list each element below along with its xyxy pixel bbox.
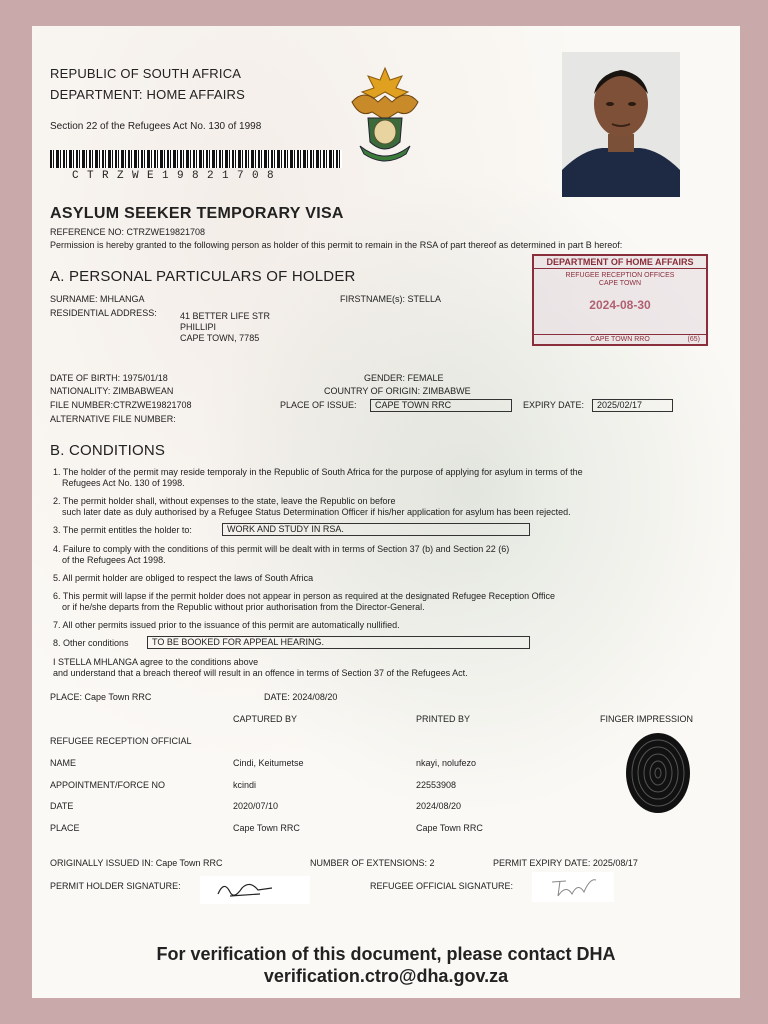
condition-6a: 6. This permit will lapse if the permit holder does not appear in person as required at the designated Refugee Reception Office: [53, 591, 555, 601]
date-of-birth: DATE OF BIRTH: 1975/01/18: [50, 373, 168, 383]
appointment-printed: 22553908: [416, 780, 457, 790]
holder-signature: [200, 876, 310, 904]
expiry-date-label: EXPIRY DATE:: [523, 400, 585, 410]
stamp-foot-label: CAPE TOWN RRO: [590, 336, 650, 343]
condition-8-value: TO BE BOOKED FOR APPEAL HEARING.: [147, 636, 530, 649]
nationality: NATIONALITY: ZIMBABWEAN: [50, 386, 174, 396]
place-printed: Cape Town RRC: [416, 823, 483, 833]
address-line3: CAPE TOWN, 7785: [180, 333, 260, 343]
permit-expiry-date: PERMIT EXPIRY DATE: 2025/08/17: [493, 858, 638, 868]
holder-signature-label: PERMIT HOLDER SIGNATURE:: [50, 881, 181, 891]
particulars-heading: A. PERSONAL PARTICULARS OF HOLDER: [50, 268, 356, 285]
name-label: NAME: [50, 758, 77, 768]
agreement-line1: I STELLA MHLANGA agree to the conditions above: [53, 657, 259, 667]
official-signature-icon: [532, 872, 614, 902]
place-captured: Cape Town RRC: [233, 823, 300, 833]
condition-1a: 1. The holder of the permit may reside temporaly in the Republic of South Africa for the purpose of applying for asylum in terms of the: [53, 467, 583, 477]
reference-number: REFERENCE NO: CTRZWE19821708: [50, 227, 206, 237]
printed-by-header: PRINTED BY: [416, 714, 471, 724]
file-number: FILE NUMBER:CTRZWE19821708: [50, 400, 192, 410]
condition-1b: Refugees Act No. 130 of 1998.: [62, 478, 185, 488]
barcode-icon: [50, 150, 342, 168]
rro-label: REFUGEE RECEPTION OFFICIAL: [50, 736, 192, 746]
verification-line1: For verification of this document, please contact DHA: [156, 944, 616, 964]
stamp-date: 2024-08-30: [589, 298, 651, 312]
issue-place: PLACE: Cape Town RRC: [50, 692, 152, 702]
appointment-label: APPOINTMENT/FORCE NO: [50, 780, 166, 790]
fingerprint-icon: [622, 729, 694, 817]
barcode-number: CTRZWE19821708: [72, 170, 283, 182]
address-line1: 41 BETTER LIFE STR: [180, 311, 271, 321]
document-title: ASYLUM SEEKER TEMPORARY VISA: [50, 205, 344, 222]
alternative-file-number: ALTERNATIVE FILE NUMBER:: [50, 414, 176, 424]
appointment-captured: kcindi: [233, 780, 257, 790]
originally-issued: ORIGINALLY ISSUED IN: Cape Town RRC: [50, 858, 223, 868]
condition-8: 8. Other conditions: [53, 638, 129, 648]
stamp-office-line2: CAPE TOWN: [598, 280, 642, 287]
condition-4b: of the Refugees Act 1998.: [62, 555, 166, 565]
agreement-line2: and understand that a breach thereof will result in an offence in terms of Section 37 of the Refugees Act.: [53, 668, 468, 678]
coat-of-arms-icon: [344, 62, 426, 166]
permission-text: Permission is hereby granted to the following person as holder of this permit to remain in the RSA of part thereof as determined in part B hereof:: [50, 240, 623, 250]
stamp-foot-num: (65): [687, 336, 700, 343]
condition-7: 7. All other permits issued prior to the issuance of this permit are automatically nullified.: [53, 620, 400, 630]
condition-5: 5. All permit holder are obliged to respect the laws of South Africa: [53, 573, 314, 583]
captured-by-header: CAPTURED BY: [233, 714, 298, 724]
holder-photo: [562, 52, 680, 197]
portrait-image-icon: [562, 52, 680, 197]
condition-4a: 4. Failure to comply with the conditions of this permit will be dealt with in terms of Section 37 (b) and Section 22 (6): [53, 544, 510, 554]
stamp-foot: [534, 334, 706, 344]
department-header: DEPARTMENT: HOME AFFAIRS: [50, 87, 246, 102]
visa-document: [32, 26, 740, 998]
place-of-issue-label: PLACE OF ISSUE:: [280, 400, 357, 410]
date-label: DATE: [50, 801, 74, 811]
issue-date: DATE: 2024/08/20: [264, 692, 338, 702]
name-captured: Cindi, Keitumetse: [233, 758, 304, 768]
condition-6b: or if he/she departs from the Republic without prior authorisation from the Director-General.: [62, 602, 425, 612]
official-signature: [532, 872, 614, 902]
condition-2b: such later date as duly authorised by a Refugee Status Determination Officer if his/her application for asylum has been rejected.: [62, 507, 571, 517]
address-label: RESIDENTIAL ADDRESS:: [50, 308, 157, 318]
date-captured: 2020/07/10: [233, 801, 279, 811]
gender: GENDER: FEMALE: [364, 373, 444, 383]
holder-signature-icon: [200, 876, 310, 904]
official-signature-label: REFUGEE OFFICIAL SIGNATURE:: [370, 881, 514, 891]
official-stamp: [532, 254, 708, 346]
condition-3: 3. The permit entitles the holder to:: [53, 525, 192, 535]
conditions-heading: B. CONDITIONS: [50, 442, 166, 459]
date-printed: 2024/08/20: [416, 801, 462, 811]
stamp-head: DEPARTMENT OF HOME AFFAIRS: [534, 256, 706, 269]
verification-footer: [32, 943, 740, 987]
finger-impression-header: FINGER IMPRESSION: [600, 714, 694, 724]
expiry-date-value: 2025/02/17: [592, 399, 673, 412]
country-header: REPUBLIC OF SOUTH AFRICA: [50, 66, 242, 81]
condition-3-value: WORK AND STUDY IN RSA.: [222, 523, 530, 536]
address-line2: PHILLIPI: [180, 322, 217, 332]
number-of-extensions: NUMBER OF EXTENSIONS: 2: [310, 858, 435, 868]
firstname: FIRSTNAME(s): STELLA: [340, 294, 442, 304]
verification-email[interactable]: verification.ctro@dha.gov.za: [263, 966, 509, 986]
country-of-origin: COUNTRY OF ORIGIN: ZIMBABWE: [324, 386, 471, 396]
stamp-office-line1: REFUGEE RECEPTION OFFICES: [565, 272, 675, 279]
act-section: Section 22 of the Refugees Act No. 130 of 1998: [50, 121, 262, 132]
place-label: PLACE: [50, 823, 80, 833]
surname: SURNAME: MHLANGA: [50, 294, 145, 304]
name-printed: nkayi, nolufezo: [416, 758, 477, 768]
condition-2a: 2. The permit holder shall, without expenses to the state, leave the Republic on before: [53, 496, 396, 506]
place-of-issue-value: CAPE TOWN RRC: [370, 399, 512, 412]
